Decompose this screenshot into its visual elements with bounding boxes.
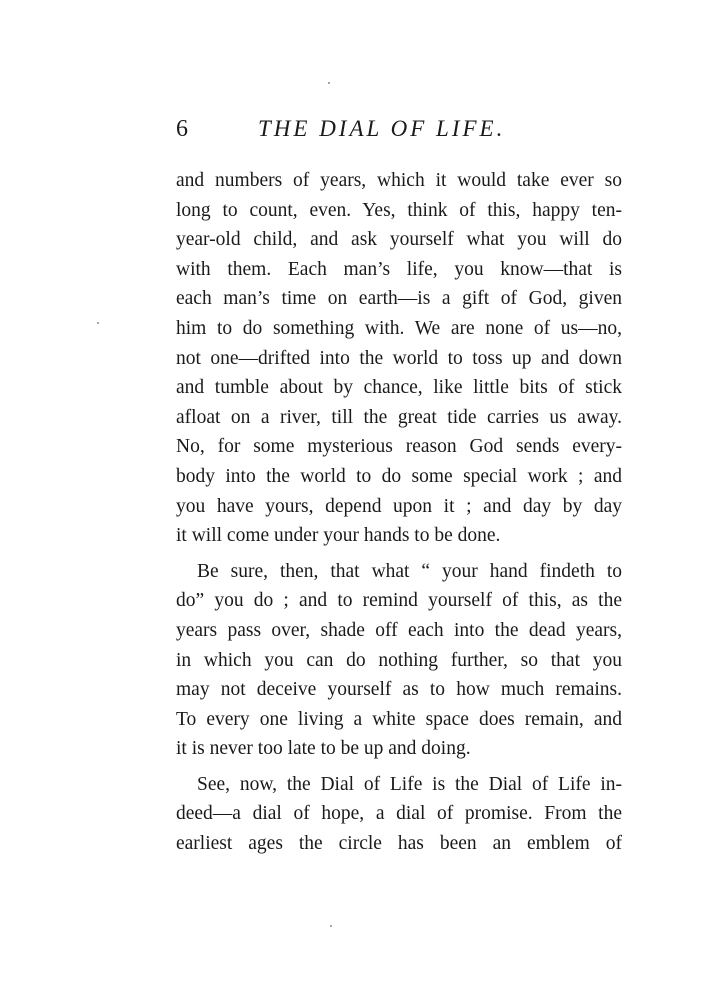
- text-line: each man’s time on earth—is a gift of God, given: [176, 288, 622, 310]
- text-line: you have yours, depend upon it ; and day by day: [176, 495, 622, 517]
- text-line: body into the world to do some special work ; and: [176, 465, 622, 487]
- paragraph-1: [176, 166, 622, 551]
- text-line: and numbers of years, which it would take ever so: [176, 170, 622, 191]
- paragraph-2: [176, 557, 622, 764]
- page-number: 6: [176, 116, 188, 142]
- text-line: afloat on a river, till the great tide carries us away.: [176, 406, 622, 428]
- text-line: No, for some mysterious reason God sends every-: [176, 436, 622, 458]
- paper-speck: [330, 925, 332, 927]
- text-line: it will come under your hands to be done.: [176, 525, 501, 547]
- text-line: with them. Each man’s life, you know—that is: [176, 258, 622, 280]
- text-line: Be sure, then, that what “ your hand findeth to: [197, 560, 622, 582]
- text-line: To every one living a white space does remain, and: [176, 708, 622, 730]
- paper-speck: [97, 322, 99, 324]
- text-line: year-old child, and ask yourself what you will do: [176, 229, 622, 251]
- text-line: not one—drifted into the world to toss up and down: [176, 347, 622, 369]
- text-line: may not deceive yourself as to how much remains.: [176, 679, 622, 701]
- text-line: do” you do ; and to remind yourself of this, as the: [176, 590, 622, 612]
- paragraph-3: [176, 770, 622, 859]
- text-line: in which you can do nothing further, so that you: [176, 649, 622, 671]
- text-line: it is never too late to be up and doing.: [176, 738, 471, 760]
- text-line: him to do something with. We are none of us—no,: [176, 317, 622, 339]
- text-line: See, now, the Dial of Life is the Dial of Life in-: [197, 773, 622, 795]
- text-line: earliest ages the circle has been an emblem of: [176, 833, 622, 855]
- text-line: years pass over, shade off each into the dead years,: [176, 619, 622, 641]
- running-title: THE DIAL OF LIFE.: [258, 116, 506, 141]
- body-text: [176, 166, 622, 859]
- text-line: deed—a dial of hope, a dial of promise. From the: [176, 803, 622, 825]
- page-header: [176, 112, 626, 146]
- paper-speck: [328, 82, 330, 84]
- text-line: and tumble about by chance, like little bits of stick: [176, 377, 622, 399]
- text-line: long to count, even. Yes, think of this, happy ten-: [176, 199, 622, 221]
